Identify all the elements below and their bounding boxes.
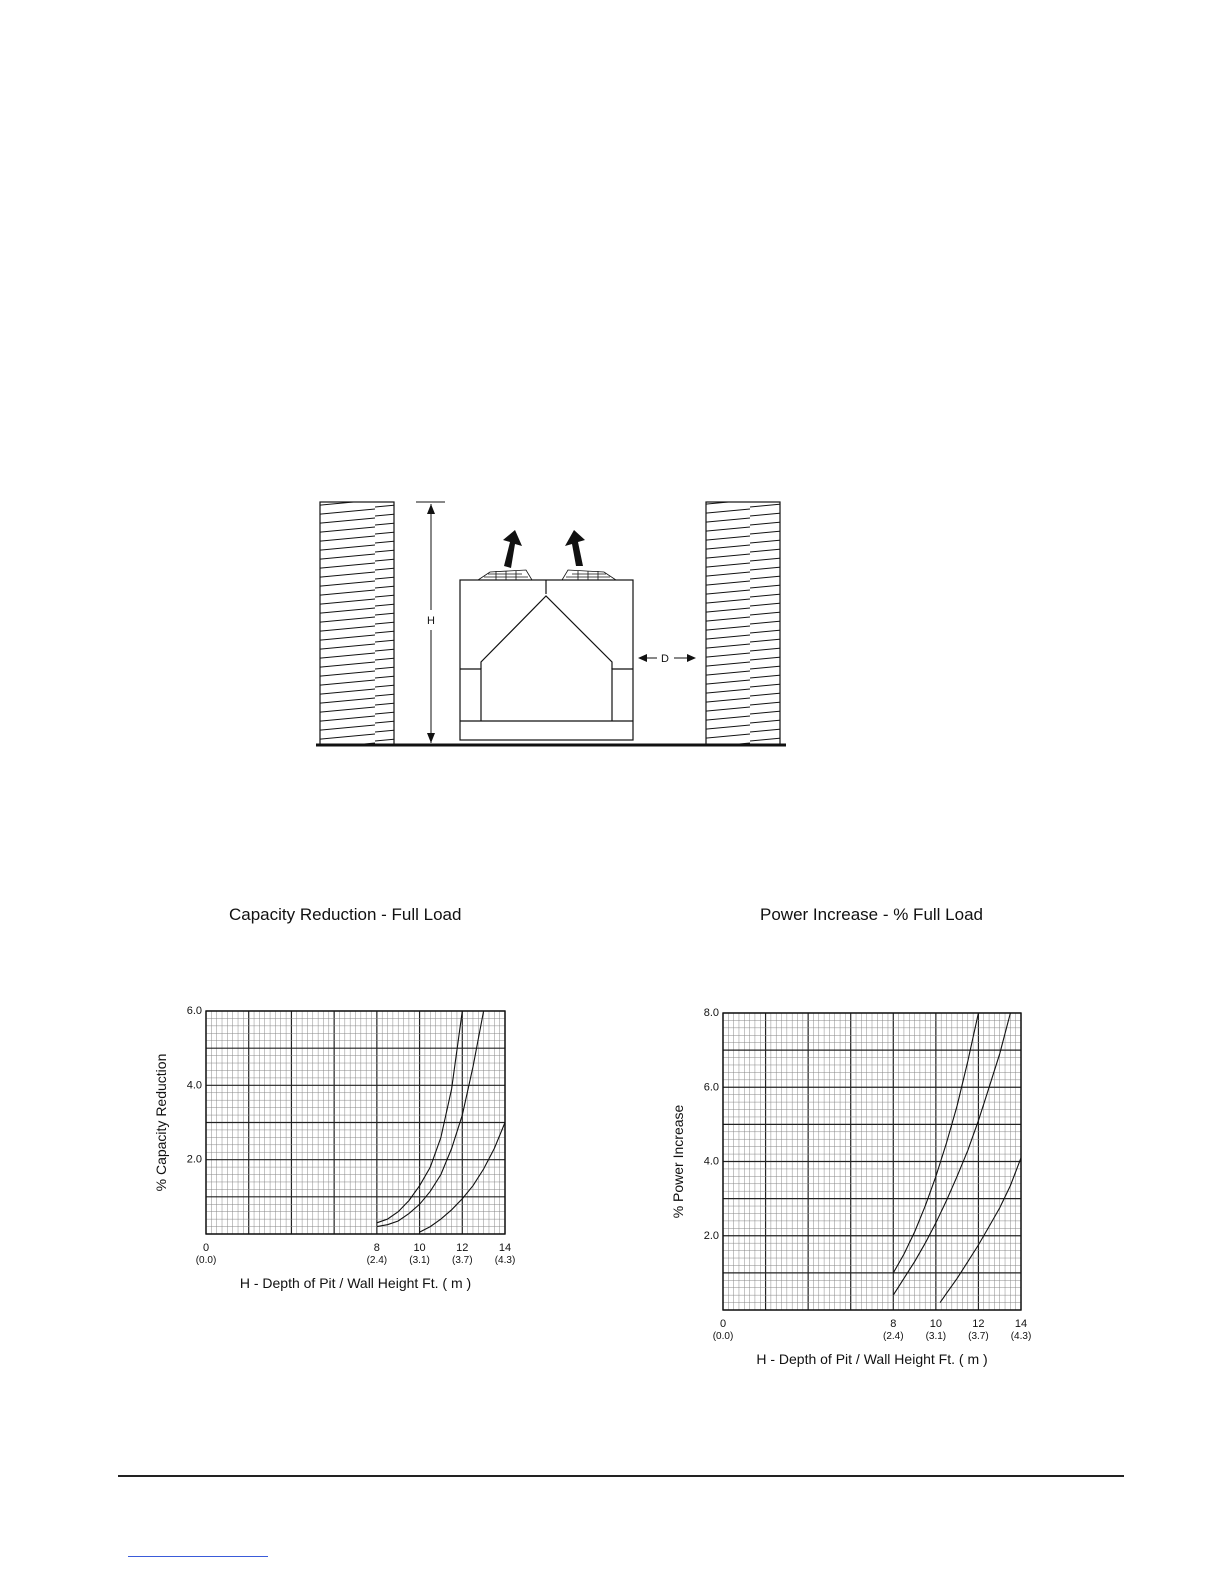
chart-grid — [723, 1013, 1021, 1310]
fan-guards — [478, 570, 616, 580]
x-tick-metric-label: (0.0) — [195, 1255, 217, 1266]
capacity-chart-title: Capacity Reduction - Full Load — [229, 905, 462, 924]
x-tick-label: 12 — [456, 1242, 469, 1254]
footer-rule — [118, 1475, 1124, 1477]
x-tick-label: 10 — [413, 1242, 426, 1254]
capacity-reduction-chart — [140, 995, 540, 1315]
y-tick-label: 4.0 — [703, 1155, 719, 1168]
x-tick-metric-label: (4.3) — [1010, 1331, 1032, 1342]
y-tick-label: 8.0 — [703, 1007, 719, 1019]
x-tick-metric-label: (3.7) — [968, 1331, 989, 1342]
y-tick-label: 2.0 — [186, 1153, 202, 1166]
airflow-arrow-icon — [503, 530, 585, 568]
x-tick-metric-label: (2.4) — [366, 1255, 388, 1266]
condensing-unit — [460, 580, 633, 740]
x-tick-label: 14 — [498, 1242, 512, 1254]
power-increase-chart — [660, 1000, 1060, 1390]
y-tick-label: 6.0 — [703, 1081, 719, 1094]
x-tick-metric-label: (0.0) — [712, 1331, 734, 1342]
left-wall — [320, 502, 394, 745]
x-tick-label: 8 — [373, 1242, 380, 1254]
x-tick-label: 0 — [202, 1242, 210, 1254]
height-dimension — [416, 502, 445, 743]
x-tick-label: 8 — [890, 1318, 897, 1330]
x-tick-label: 0 — [719, 1318, 727, 1330]
x-axis-label: H - Depth of Pit / Wall Height Ft. ( m ) — [756, 1351, 988, 1367]
distance-label: D — [661, 653, 669, 665]
y-tick-label: 2.0 — [703, 1229, 719, 1242]
installation-diagram — [300, 490, 800, 760]
y-tick-label: 4.0 — [186, 1079, 202, 1092]
x-tick-metric-label: (3.1) — [925, 1331, 947, 1342]
x-tick-metric-label: (3.7) — [452, 1255, 473, 1266]
x-tick-metric-label: (3.1) — [409, 1255, 430, 1266]
y-axis-label: % Power Increase — [670, 1104, 686, 1219]
distance-dimension — [638, 653, 696, 665]
x-tick-metric-label: (4.3) — [494, 1255, 516, 1266]
right-wall — [706, 502, 780, 745]
footer-link-underline[interactable] — [128, 1556, 268, 1557]
series-line-curve-3 — [940, 1158, 1021, 1303]
y-axis-label: % Capacity Reduction — [153, 1053, 169, 1192]
x-tick-metric-label: (2.4) — [883, 1331, 904, 1342]
power-chart-title: Power Increase - % Full Load — [760, 905, 983, 924]
x-axis-label: H - Depth of Pit / Wall Height Ft. ( m ) — [239, 1275, 472, 1291]
x-tick-label: 14 — [1014, 1318, 1028, 1330]
y-tick-label: 6.0 — [186, 1005, 202, 1017]
x-tick-label: 12 — [972, 1318, 985, 1330]
height-label: H — [427, 615, 435, 627]
x-tick-label: 10 — [929, 1318, 942, 1330]
